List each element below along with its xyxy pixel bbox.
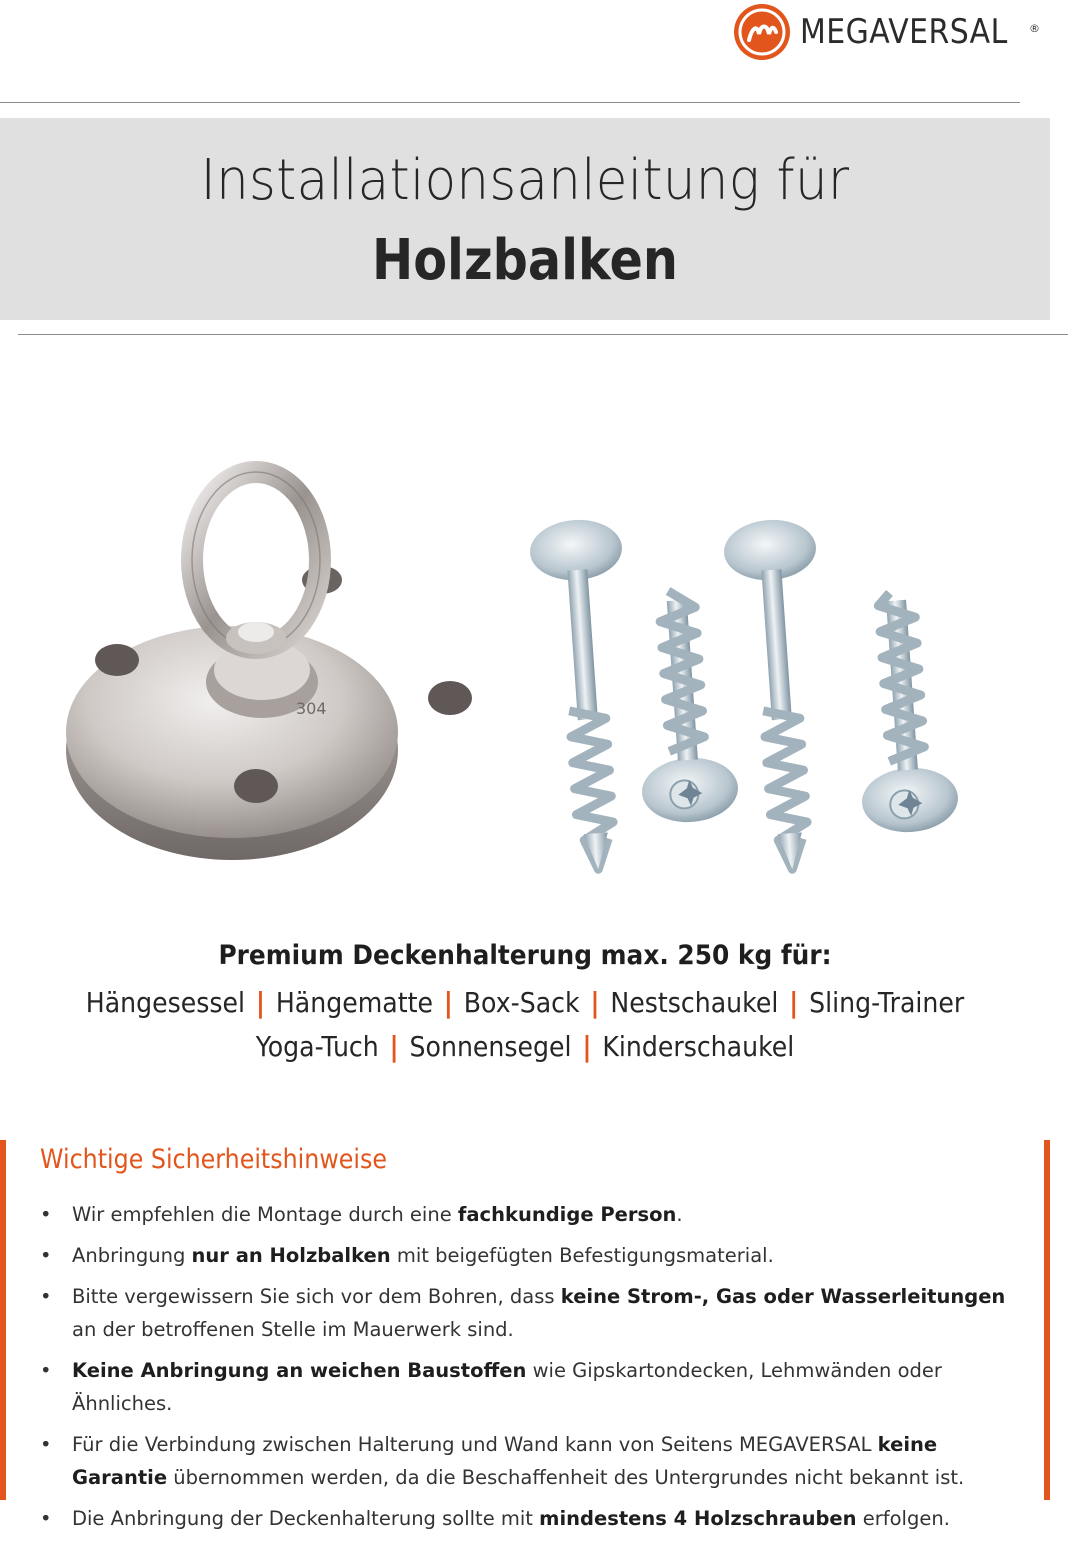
- ceiling-mount-plate: [66, 566, 472, 860]
- usage-item: Hängematte: [275, 986, 433, 1019]
- usage-separator: |: [255, 986, 266, 1019]
- usage-separator: |: [582, 1030, 592, 1063]
- list-item: • Die Anbringung der Deckenhalterung sollte mit mindestens 4 Holzschrauben erfolgen.: [40, 1502, 1030, 1535]
- product-photo: [0, 420, 1050, 900]
- list-item: • Keine Anbringung an weichen Baustoffen wie Gipskartondecken, Lehmwänden oder Ähnliches.: [40, 1354, 1030, 1420]
- page-title: Installationsanleitung für: [200, 148, 850, 213]
- usage-item: Kinderschaukel: [602, 1030, 795, 1063]
- list-item: • Für die Verbindung zwischen Halterung und Wand kann von Seitens MEGAVERSAL keine Garantie übernommen werden, da die Beschaffenheit des Untergrundes nicht bekannt ist.: [40, 1428, 1030, 1494]
- accent-bar-left: [0, 1140, 6, 1500]
- screw-4: [848, 589, 961, 835]
- usage-item: Sling-Trainer: [809, 986, 965, 1019]
- usage-separator: |: [389, 1030, 399, 1063]
- top-divider: [0, 102, 1020, 103]
- usage-item: Nestschaukel: [610, 986, 779, 1019]
- usage-row-2: [53, 1030, 998, 1063]
- title-band: [0, 118, 1050, 320]
- eye-ring: [192, 472, 320, 654]
- usage-item: Yoga-Tuch: [255, 1030, 379, 1063]
- list-item: • Bitte vergewissern Sie sich vor dem Bohren, dass keine Strom-, Gas oder Wasserleitungen an der betroffenen Stelle im Mauerwerk sind.: [40, 1280, 1030, 1346]
- safety-title: Wichtige Sicherheitshinweise: [40, 1144, 387, 1175]
- usage-separator: |: [590, 986, 600, 1019]
- usage-item: Hängesessel: [85, 986, 246, 1019]
- screw-3: [722, 517, 838, 873]
- megaversal-logo-icon: [732, 2, 792, 62]
- list-item: • Anbringung nur an Holzbalken mit beigefügten Befestigungsmaterial.: [40, 1239, 1030, 1272]
- usage-row-1: [53, 986, 998, 1019]
- usage-heading: Premium Deckenhalterung max. 250 kg für:: [218, 940, 832, 971]
- usage-item: Sonnensegel: [409, 1030, 572, 1063]
- safety-section: [0, 1140, 1050, 1530]
- registered-mark: ®: [1029, 22, 1040, 35]
- usage-separator: |: [789, 986, 799, 1019]
- list-item: • Wir empfehlen die Montage durch eine fachkundige Person.: [40, 1198, 1030, 1231]
- accent-bar-right: [1044, 1140, 1050, 1500]
- screw-1: [528, 517, 644, 873]
- page-subtitle: Holzbalken: [371, 228, 679, 293]
- brand-name: MEGAVERSAL: [799, 12, 1008, 52]
- safety-list: [40, 1198, 1030, 1543]
- screw-2: [628, 587, 740, 825]
- usage-separator: |: [443, 986, 453, 1019]
- brand-logo: [732, 2, 1040, 62]
- title-divider: [18, 334, 1068, 335]
- svg-text:304: 304: [296, 699, 327, 718]
- usage-item: Box-Sack: [463, 986, 580, 1019]
